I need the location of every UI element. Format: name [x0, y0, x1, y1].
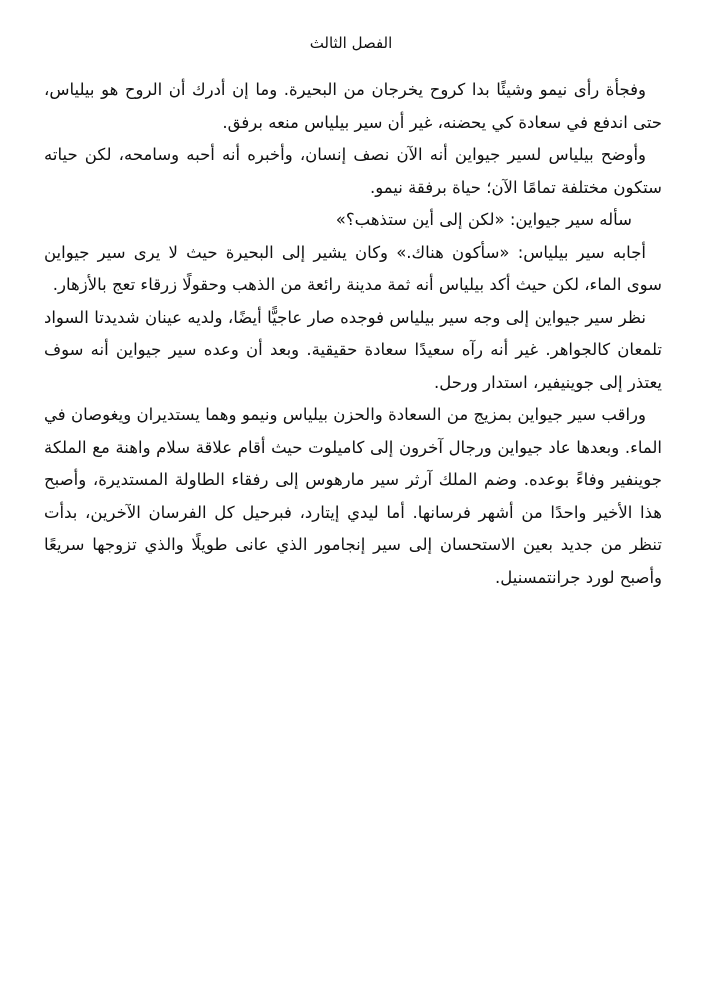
paragraph: وراقب سير جيواين بمزيج من السعادة والحزن بيلياس ونيمو وهما يستديران ويغوصان في الماء. وبعدها عاد جيواين ورجال آخرون إلى كاميلوت حيث أقام علاقة سلام واهنة مع الملكة جوينفير وفاءً بوعده. وضم الملك آرثر سير مارهوس إلى رفقاء الطاولة المستديرة، وأصبح هذا الأخير واحدًا من أشهر فرسانها. أما ليدي إيتارد، فبرحيل كل الفرسان الآخرين، بدأت تنظر من جديد بعين الاستحسان إلى سير إنجامور الذي عانى طويلًا والذي تزوجها سريعًا وأصبح لورد جرانتمسنيل.	[44, 405, 662, 587]
chapter-heading: الفصل الثالث	[309, 34, 393, 52]
body-text	[44, 74, 662, 594]
paragraph: وفجأة رأى نيمو وشيئًا بدا كروح يخرجان من البحيرة. وما إن أدرك أن الروح هو بيلياس، حتى اندفع في سعادة كي يحضنه، غير أن سير بيلياس منعه برفق.	[44, 80, 662, 132]
paragraph: نظر سير جيواين إلى وجه سير بيلياس فوجده صار عاجيًّا أيضًا، ولديه عينان شديدتا السواد تلمعان كالجواهر. غير أنه رآه سعيدًا سعادة حقيقية. وبعد أن وعده سير جيواين أنه سوف يعتذر إلى جوينيفير، استدار ورحل.	[44, 307, 662, 392]
paragraph: أجابه سير بيلياس: «سأكون هناك.» وكان يشير إلى البحيرة حيث لا يرى سير جيواين سوى الماء، لكن حيث أكد بيلياس أنه ثمة مدينة رائعة من الذهب وحقولًا زرقاء تعج بالأزهار.	[44, 242, 662, 294]
paragraph: وأوضح بيلياس لسير جيواين أنه الآن نصف إنسان، وأخبره أنه أحبه وسامحه، لكن حياته ستكون مختلفة تمامًا الآن؛ حياة برفقة نيمو.	[44, 145, 662, 197]
dialogue-line: سأله سير جيواين: «لكن إلى أين ستذهب؟»	[335, 210, 632, 229]
